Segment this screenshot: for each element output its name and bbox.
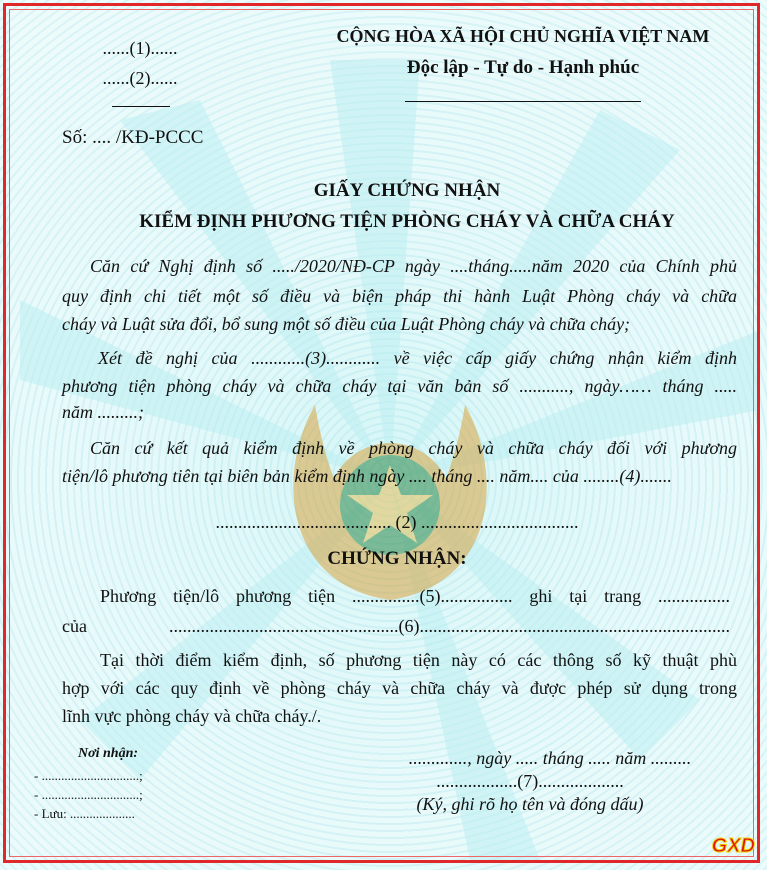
proposal-basis: năm .........; [62,402,144,422]
signature-date: ............., ngày ..... tháng ..... năm ......... [408,748,692,768]
signer: ..................(7)................... [436,771,624,791]
document-title: GIẤY CHỨNG NHẬN [313,180,501,201]
document-subtitle: KIỂM ĐỊNH PHƯƠNG TIỆN PHÒNG CHÁY VÀ CHỮA CHÁY [139,211,675,232]
inspection-basis: Căn cứ kết quả kiểm định về phòng cháy và chữa cháy đối với phương [90,438,737,458]
proposal-basis: Xét đề nghị của ............(3)............ về việc cấp giấy chứng nhận kiểm định [98,348,737,368]
proposal-basis: phương tiện phòng cháy và chữa cháy tại văn bản số ..........., ngày…… tháng ..... [62,376,737,396]
document-number: Số: .... /KĐ-PCCC [62,127,204,148]
issuer-divider [112,106,170,107]
legal-basis-1: Căn cứ Nghị định số ...../2020/NĐ-CP ngày ....tháng.....năm 2020 của Chính phủ [90,256,737,276]
national-motto: Độc lập - Tự do - Hạnh phúc [406,57,640,78]
nation-title: CỘNG HÒA XÃ HỘI CHỦ NGHĨA VIỆT NAM [336,26,710,46]
issuer-line-1: ......(1)...... [102,38,178,58]
certify-heading: CHỨNG NHẬN: [327,548,467,569]
recipients-label: Nơi nhận: [78,746,139,761]
motto-divider [405,101,641,102]
equipment-line: Phương tiện/lô phương tiện ...............(5)................ ghi tại trang ................ [100,586,730,606]
conclusion: hợp với các quy định về phòng cháy và chữa cháy và được phép sử dụng trong [62,678,737,698]
legal-basis-1: quy định chi tiết một số điều và biện pháp thi hành Luật Phòng cháy và chữa [62,286,737,306]
legal-basis-1: cháy và Luật sửa đổi, bổ sung một số điều của Luật Phòng cháy và chữa cháy; [62,314,631,334]
recipient-item: - ..............................; [34,787,143,802]
equipment-line: của ...................................................(6)..................................................................... [62,616,730,636]
recipient-item: - Lưu: .................... [34,806,135,821]
conclusion: Tại thời điểm kiểm định, số phương tiện này có các thông số kỹ thuật phù [100,650,737,670]
inspection-basis: tiện/lô phương tiên tại biên bản kiểm định ngày .... tháng .... năm.... của ........(4)....... [62,466,672,486]
recipient-item: - ..............................; [34,768,143,783]
conclusion: lĩnh vực phòng cháy và chữa cháy./. [62,706,322,726]
issuing-authority: ....................................... (2) ................................... [215,512,579,532]
gxd-logo: GXD [711,835,755,857]
issuer-line-2: ......(2)...... [102,68,178,88]
signature-note: (Ký, ghi rõ họ tên và đóng dấu) [416,794,644,814]
